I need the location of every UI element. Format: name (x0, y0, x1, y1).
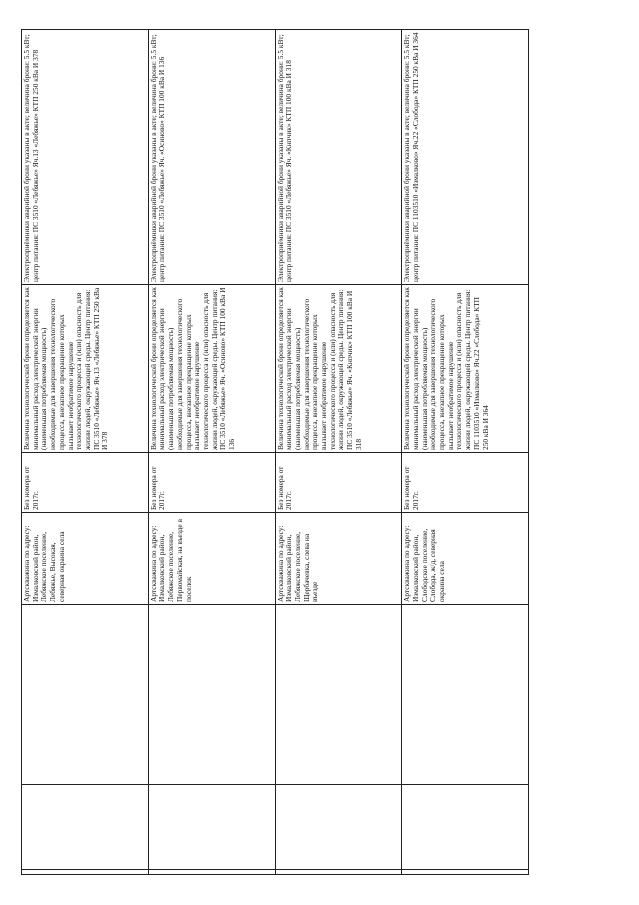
address-cell: Артскважина по адресу: Измалковский район, Лебяжское поселение, Щербачевка, слева на въезде (275, 513, 402, 605)
empty-cell (402, 605, 529, 875)
address-cell: Артскважина по адресу: Измалковский район, Лебяжское поселение, Первомайская, на въезде в поселок (148, 513, 275, 605)
power-cell: Электроприёмники аварийной брони указаны в акте; величина брони: 5.5 кВт; центр питания: ПС 3510 «Лебяжье» Яч.13 «Лебяжье» КТП 250 кВа И 378 (22, 30, 149, 285)
conditions-cell: Величина технологической брони определяется как минимальный расход электрической энергии (наименьшая потребляемая мощность) необходимые для завершения технологического процесса, внезапное прекращение которых вызывает необратимое нарушение технологического процесса и (или) опасность для жизни людей, окружающей среды. Центр питания: ПС 3510 «Лебяжье» Яч. «Кнпчик» КТП 100 кВа И 318 (275, 285, 402, 453)
conditions-cell: Величина технологической брони определяется как минимальный расход электрической энергии (наименьшая потребляемая мощность) необходимые для завершения технологического процесса, внезапное прекращение которых вызывает необратимое нарушение технологического процесса и (или) опасность для жизни людей, окружающей среды. Центр питания: ПС 3510 «Лебяжье» Яч. «Осиново» КТП 100 кВа И 136 (148, 285, 275, 453)
conditions-cell: Величина технологической брони определяется как минимальный расход электрической энергии (наименьшая потребляемая мощность) необходимые для завершения технологического процесса, внезапное прекращение которых вызывает необратимое нарушение технологического процесса и (или) опасность для жизни людей, окружающей среды. Центр питания: ПС 1103510 «Измалково» Яч.22 «Слобода» КТП 250 кВа И 364 (402, 285, 529, 453)
table-row (22, 30, 149, 875)
doc-cell: Без номера от 2017г. (22, 453, 149, 513)
doc-cell: Без номера от 2017г. (275, 453, 402, 513)
address-cell: Артскважина по адресу: Измалковский район, Слободское поселение, Слобода, ж/д, северная окраина села (402, 513, 529, 605)
empty-cell (275, 605, 402, 875)
conditions-cell: Величина технологической брони определяется как минимальный расход электрической энергии (наименьшая потребляемая мощность) необходимые для завершения технологического процесса, внезапное прекращение которых вызывает необратимое нарушение технологического процесса и (или) опасность для жизни людей, окружающей среды. Центр питания: ПС 3510 «Лебяжье» Яч.13 «Лебяжье» КТП 250 кВа И 378 (22, 285, 149, 453)
empty-cell (148, 605, 275, 875)
power-cell: Электроприёмники аварийной брони указаны в акте; величина брони: 5.5 кВт; центр питания: ПС 3510 «Лебяжье» Яч. «Кнпчик» КТП 100 кВа И 318 (275, 30, 402, 285)
table-row (275, 30, 402, 875)
rotated-table-wrapper (21, 30, 528, 875)
power-cell: Электроприёмники аварийной брони указаны в акте; величина брони: 5.5 кВт; центр питания: ПС 1103510 «Измалково» Яч.22 «Слобода» КТП 250 кВа И 364 (402, 30, 529, 285)
doc-cell: Без номера от 2017г. (148, 453, 275, 513)
doc-cell: Без номера от 2017г. (402, 453, 529, 513)
reserve-table (21, 29, 529, 875)
table-row (148, 30, 275, 875)
power-cell: Электроприёмники аварийной брони указаны в акте; величина брони: 5.5 кВт; центр питания: ПС 3510 «Лебяжье» Яч. «Осиново» КТП 100 кВа И 136 (148, 30, 275, 285)
table-row (402, 30, 529, 875)
empty-cell (22, 605, 149, 875)
address-cell: Артскважина по адресу: Измалковский район, Лебяжское поселение, Лебяжье, Высокая, северная окраина села (22, 513, 149, 605)
